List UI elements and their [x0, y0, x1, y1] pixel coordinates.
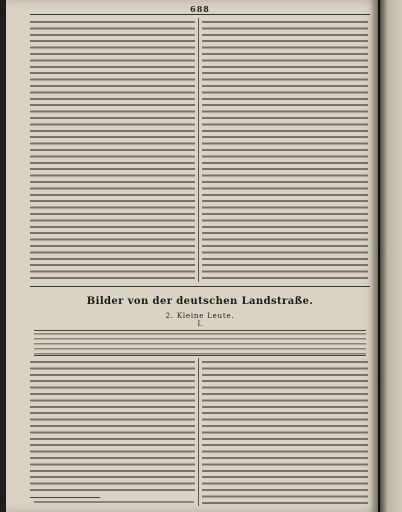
footnote-rule [30, 497, 100, 498]
left-column-bottom-text [30, 358, 195, 494]
book-page [6, 0, 378, 512]
section-rule [30, 286, 370, 287]
section-subtitle: 2. Kleine Leute. [165, 312, 235, 320]
right-column-top [202, 18, 368, 282]
right-column-bottom-text [202, 358, 368, 506]
section-title: Bilder von der deutschen Landstraße. [86, 296, 314, 307]
right-column-bottom [202, 358, 368, 506]
section-number: I. [197, 320, 203, 328]
left-column-top-text [30, 18, 195, 282]
left-column-top [30, 18, 195, 282]
section-contents-summary [34, 330, 366, 356]
footnote [34, 499, 194, 505]
header-rule [30, 14, 370, 15]
left-column-bottom [30, 358, 195, 494]
page-number: 688 [190, 4, 210, 14]
facing-page-edge [380, 0, 402, 512]
column-divider-bottom [198, 358, 199, 506]
column-divider-top [198, 18, 199, 282]
right-column-top-text [202, 18, 368, 282]
section-contents-text [34, 331, 366, 355]
